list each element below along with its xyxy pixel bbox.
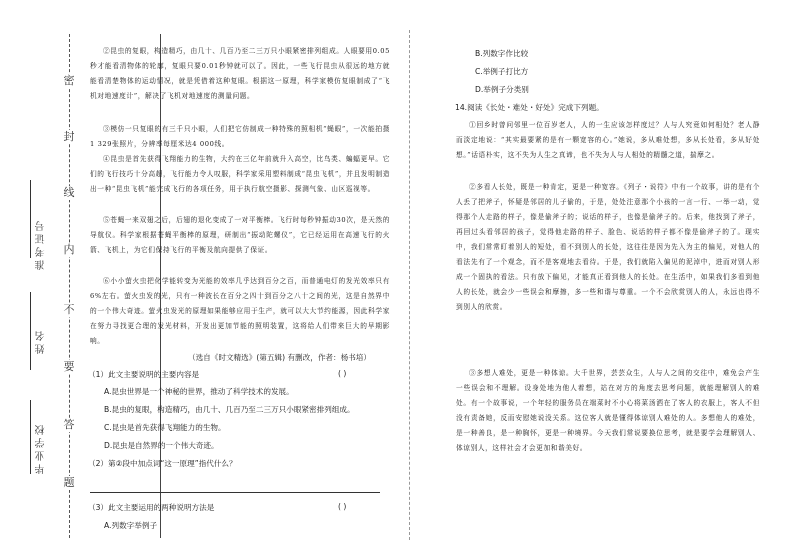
right-paragraph-1: ①回乡时曾问邻里一位百岁老人，人的一生应该怎样度过？人与人究竟如何相处？老人静而淡定地说：“其实最要紧的是有一颗宽容的心。”她说，多从难处想，多从长处看，多从好处想。”话语朴实，这不失为人生之真谛，也不失为人与人相处的精髓之道，揣摩之。 — [456, 121, 760, 159]
column-divider — [409, 30, 410, 540]
left-paragraph-6: ⑥小小萤火虫把化学能转变为光能的效率几乎达到百分之百，而普通电灯的发光效率只有6%左右。萤火虫发的光，只有一种波长在百分之四十到百分之八十之间的光，这是自然界中的一个伟大奇迹。萤火虫发光的原理如果能够应用于生产，就可以大大节约能源，因此科学家在努力寻找更合理的发光材料，开发出更加节能的照明装置，这将给人们带来巨大的早期影响。 — [90, 277, 390, 345]
left-paragraph-4: ④昆虫是首先获得飞翔能力的生物，大约在三亿年前就升入高空，比鸟类、蝙蝠更早。它们的飞行技巧十分高超，飞行能力令人叹服，科学家采用塑料制成“昆虫飞机”，并且发明制造出一种“昆虫飞机”能完成飞行的各项任务，用于执行航空摄影、探测气象、山区巡视等。 — [90, 155, 390, 193]
right-paragraph-2: ②多看人长处，既是一种肯定，更是一种宽容。《列子・说符》中有一个故事，讲的是有个人丢了把斧子，怀疑是邻居的儿子偷的，于是，处处注意那个小孩的一言一行、一举一动，觉得那个人走路的样子，像是偷斧子的；说话的样子，也像是偷斧子的。后来，他找到了斧子，再回过头看邻居的孩子，觉得他走路的样子、脸色、说话的样子都不像是偷斧子的了。现实中，我们常常盯着别人的短处，看不到别人的长处，这往往是因为先入为主的偏见，对他人的看法先有了一个观念，而不是客观地去看待。于是，我们就陷入偏见的泥淖中，进而对别人形成一个固执的看法。只有放下偏见，才能真正看到他人的长处。在生活中，如果我们多看到他人的长处，就会少一些误会和摩擦，多一些和谐与尊重。一个不会欣赏别人的人，永远也得不到别人的欣赏。 — [456, 183, 760, 311]
name-label: 姓名 — [36, 328, 47, 354]
question-1-answer-paren[interactable]: ( ) — [338, 369, 347, 378]
question-1-option-b[interactable]: B.昆虫的复眼，构造精巧，由几十、几百乃至二三万只小眼紧密排列组成。 — [104, 405, 355, 414]
binding-glyph: 密 — [63, 74, 75, 87]
left-paragraph-2: ②昆虫的复眼，构造精巧，由几十、几百乃至二三万只小眼紧密排列组成。人眼要用0.05秒才能看清物体的轮廓，复眼只要0.01秒钟就可以了。因此，一些飞行昆虫从很远的地方就能看清楚物体的运动情况，就是凭借着这种复眼。根据这一原理，科学家模仿复眼制成了“飞机对地速度计”，解决了飞机对地速度的测量问题。 — [90, 47, 390, 100]
question-2-stem: （2）第②段中加点词“这一原理”指代什么？ — [88, 459, 237, 468]
question-2-answer-line[interactable] — [90, 492, 380, 493]
left-paragraph-5: ⑤苍蝇一来双翅之后，后翅的退化变成了一对平衡棒。飞行时每秒钟振动30次，是天然的导航仪。科学家根据苍蝇平衡棒的原理，研制出“振动陀螺仪”，它已经运用在高速飞行的火箭、飞机上，为它们保持飞行的平衡及航向提供了保证。 — [90, 216, 390, 254]
question-14-title: 14.阅读《长处・难处・好处》完成下列题。 — [455, 103, 604, 112]
binding-dashed-line — [69, 34, 70, 538]
right-paragraph-3: ③多想人难处，更是一种体谅。大千世界，芸芸众生，人与人之间的交往中，难免会产生一些误会和不理解。设身处地为他人着想，站在对方的角度去思考问题，就能理解别人的难处。有一个故事说，一个年轻的服务员在端菜时不小心将菜汤洒在了客人的衣服上，客人不但没有责备她，反而安慰她说没关系。这位客人就是懂得体谅别人难处的人。多想他人的难处，是一种善良，是一种胸怀，更是一种境界。今天我们常说要换位思考，就是要学会理解别人、体谅别人，这样社会才会更加和谐美好。 — [456, 369, 760, 452]
exam-id-underline[interactable] — [30, 180, 31, 258]
name-underline[interactable] — [30, 292, 31, 370]
school-underline[interactable] — [30, 400, 31, 474]
question-1-option-a[interactable]: A.昆虫世界是一个神秘的世界，推动了科学技术的发展。 — [104, 387, 294, 396]
question-3-answer-paren[interactable]: ( ) — [338, 502, 347, 511]
question-3-option-b[interactable]: B.列数字作比较 — [475, 49, 529, 58]
binding-glyph: 线 — [63, 186, 75, 199]
binding-glyph: 封 — [63, 130, 75, 143]
question-1-option-d[interactable]: D.昆虫是自然界的一个伟大奇迹。 — [104, 441, 219, 450]
question-3-option-a[interactable]: A.列数字举例子 — [104, 521, 158, 530]
question-3-stem: （3）此文主要运用的两种说明方法是 — [88, 503, 215, 512]
left-paragraph-3: ③模仿一只复眼的有三千只小眼，人们把它仿制成一种特殊的照相机“蝇眼”，一次能拍摄1 329张照片，分辨率每厘米达4 000线。 — [90, 125, 390, 148]
binding-glyph: 题 — [63, 476, 75, 489]
question-3-option-c[interactable]: C.举例子打比方 — [475, 67, 529, 76]
school-label: 毕业学校 — [36, 422, 47, 474]
question-3-option-d[interactable]: D.举例子分类别 — [475, 85, 529, 94]
binding-glyph: 答 — [63, 418, 75, 431]
question-1-stem: （1）此文主要说明的主要内容是 — [88, 370, 200, 379]
binding-glyph: 不 — [63, 303, 75, 316]
exam-id-label: 准考证号 — [36, 218, 47, 270]
question-1-option-c[interactable]: C.昆虫是首先获得飞翔能力的生物。 — [104, 423, 226, 432]
binding-glyph: 要 — [63, 360, 75, 373]
source-citation: （选自《时文精选》(第五辑) 有删改，作者：杨书培） — [188, 353, 371, 362]
binding-glyph: 内 — [63, 243, 75, 256]
